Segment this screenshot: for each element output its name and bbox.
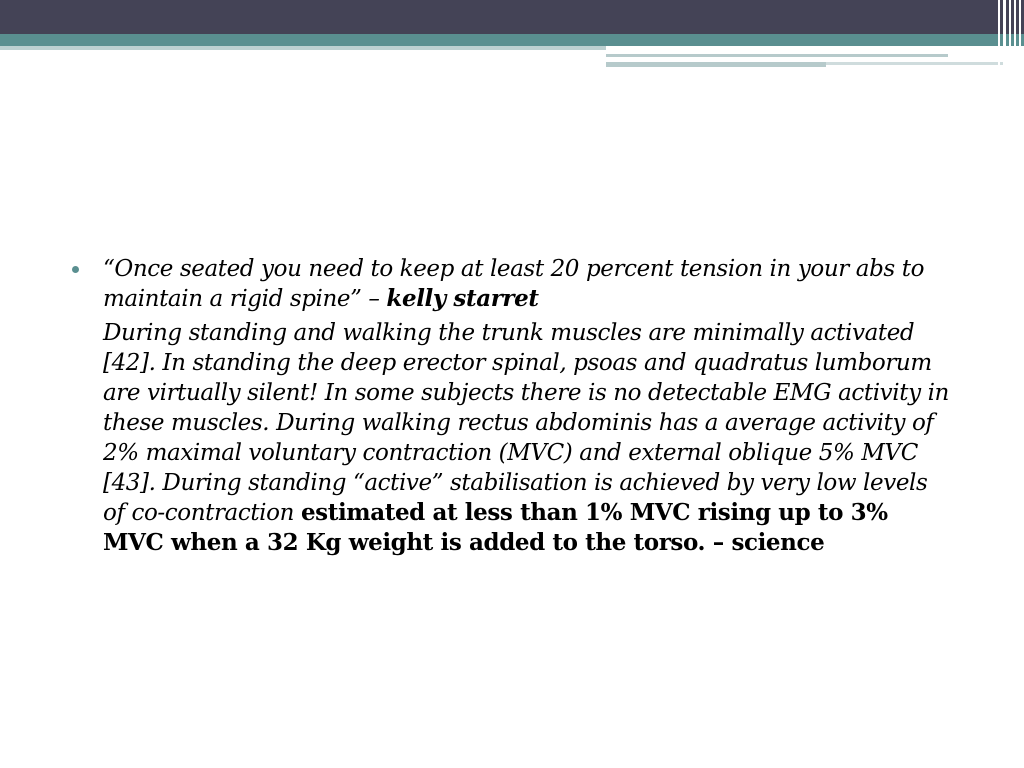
science-bold-text: estimated at less than 1% MVC rising up to 3% MVC when a 32 Kg weight is added to the torso. – science <box>103 499 888 556</box>
quote-text: “Once seated you need to keep at least 20 percent tension in your abs to maintain a rigid spine” – <box>103 256 925 312</box>
science-text: During standing and walking the trunk muscles are minimally activated [42]. In standing the deep erector spinal, psoas and quadratus lumborum are virtually silent! In some subjects there is no detectable EMG activity in these muscles. During walking rectus abdominis has a average activity of 2% maximal voluntary contraction (MVC) and external oblique 5% MVC [43]. During standing “active” stabilisation is achieved by very low levels of co-contraction <box>103 320 949 526</box>
header-accent-line <box>606 54 948 57</box>
bullet-item <box>72 254 952 558</box>
header-teal-band <box>0 34 1024 46</box>
header-accent-line <box>826 62 1004 65</box>
header-dark-band <box>0 0 1024 34</box>
header-light-band <box>0 46 606 50</box>
bullet-dot-icon <box>72 266 79 273</box>
header-accent-line <box>606 62 826 67</box>
quote-author: kelly starret <box>386 285 539 312</box>
header-stripes-decoration <box>994 0 1024 68</box>
slide-body <box>72 254 952 558</box>
